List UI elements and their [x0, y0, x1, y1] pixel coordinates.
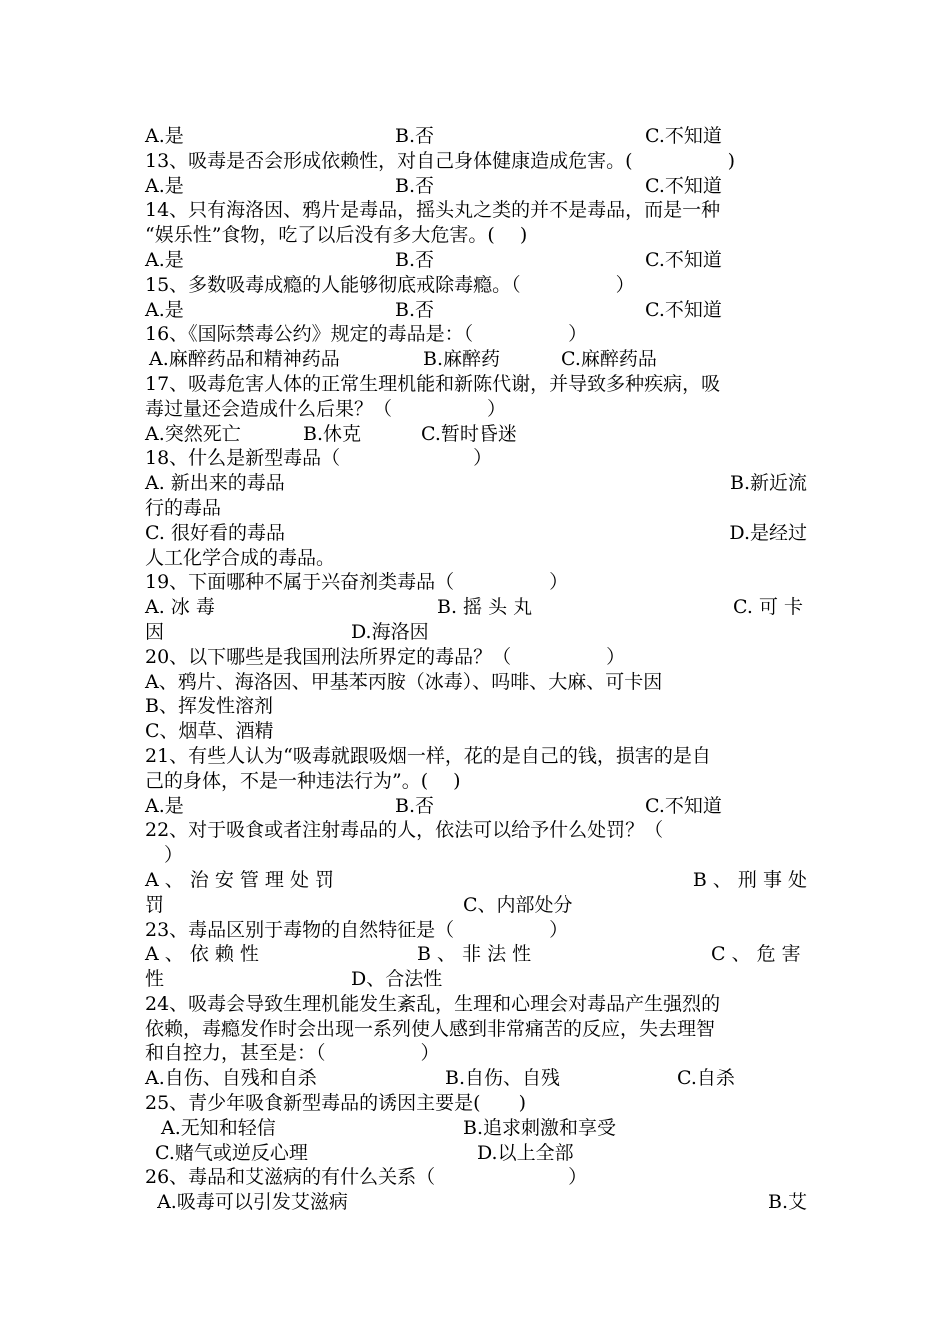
text-segment: C.不知道: [645, 298, 722, 321]
text-line: 25、青少年吸食新型毒品的诱因主要是( ): [145, 1092, 527, 1115]
text-line: [145, 794, 807, 819]
text-line: [145, 1066, 807, 1091]
text-line: [145, 967, 807, 992]
text-line: [145, 1141, 807, 1166]
text-segment: 性: [145, 968, 165, 991]
text-segment: B 、 非 法 性: [417, 943, 532, 966]
text-segment: B.麻醉药: [423, 348, 501, 371]
text-segment: D、合法性: [351, 968, 443, 991]
text-segment: A.吸毒可以引发艾滋病: [145, 1191, 348, 1214]
text-line: 17、吸毒危害人体的正常生理机能和新陈代谢，并导致多种疾病，吸: [145, 372, 721, 395]
text-line: 20、以下哪些是我国刑法所界定的毒品？（ ）: [145, 645, 626, 668]
text-line: 和自控力，甚至是：（ ）: [145, 1042, 440, 1065]
text-line: 16、《国际禁毒公约》规定的毒品是：（ ）: [145, 323, 588, 346]
text-line: 19、下面哪种不属于兴奋剂类毒品（ ）: [145, 571, 569, 594]
text-segment: C、内部处分: [463, 893, 573, 916]
text-segment: C.不知道: [645, 248, 722, 271]
text-line: 26、毒品和艾滋病的有什么关系（ ）: [145, 1166, 588, 1189]
text-segment: C.暂时昏迷: [421, 422, 517, 445]
text-segment: D.以上全部: [477, 1141, 574, 1164]
text-line: [145, 942, 807, 967]
text-segment: B.追求刺激和享受: [463, 1116, 617, 1139]
text-segment: B.否: [395, 174, 435, 197]
text-line: 15、多数吸毒成瘾的人能够彻底戒除毒瘾。（ ）: [145, 273, 635, 296]
text-segment: C. 可 卡: [733, 596, 803, 619]
text-line: 依赖，毒瘾发作时会出现一系列使人感到非常痛苦的反应，失去理智: [145, 1017, 716, 1040]
text-segment: B 、 刑 事 处: [692, 868, 807, 891]
text-line: ）: [145, 844, 184, 867]
text-segment: D.是经过: [729, 521, 807, 544]
text-segment: A 、 治 安 管 理 处 罚: [145, 868, 334, 891]
text-segment: A.突然死亡: [145, 422, 241, 445]
text-line: 18、什么是新型毒品（ ）: [145, 447, 493, 470]
text-line: [145, 298, 807, 323]
text-line: B、挥发性溶剂: [145, 695, 273, 718]
text-line: [145, 471, 807, 496]
text-segment: C. 很好看的毒品: [145, 521, 285, 544]
text-segment: C.不知道: [645, 174, 722, 197]
text-line: 己的身体，不是一种违法行为”。( ): [145, 769, 461, 792]
text-line: [145, 893, 807, 918]
text-segment: B.休克: [303, 422, 362, 445]
text-segment: C 、 危 害: [711, 943, 801, 966]
text-segment: B. 摇 头 丸: [437, 596, 533, 619]
text-line: 14、只有海洛因、鸦片是毒品，摇头丸之类的并不是毒品，而是一种: [145, 199, 721, 222]
text-line: [145, 620, 807, 645]
text-line: 毒过量还会造成什么后果？（ ）: [145, 397, 507, 420]
text-line: [145, 868, 807, 893]
text-line: C、烟草、酒精: [145, 720, 274, 743]
text-segment: A.是: [145, 248, 184, 271]
text-segment: C.赌气或逆反心理: [155, 1141, 308, 1164]
text-segment: C.自杀: [677, 1067, 735, 1090]
text-line: A、鸦片、海洛因、甲基苯丙胺（冰毒）、吗啡、大麻、可卡因: [145, 670, 663, 693]
text-segment: A.是: [145, 794, 184, 817]
text-segment: A.无知和轻信: [161, 1116, 276, 1139]
text-segment: B.否: [395, 248, 435, 271]
text-segment: C.不知道: [645, 794, 722, 817]
text-line: [145, 174, 807, 199]
text-segment: B.艾: [767, 1191, 807, 1214]
text-segment: A. 冰 毒: [145, 596, 215, 619]
text-line: 22、对于吸食或者注射毒品的人，依法可以给予什么处罚？（: [145, 819, 664, 842]
text-segment: A.是: [145, 125, 184, 147]
text-line: 24、吸毒会导致生理机能发生紊乱，生理和心理会对毒品产生强烈的: [145, 992, 721, 1015]
text-segment: A.是: [145, 298, 184, 321]
text-segment: 因: [145, 620, 165, 643]
text-segment: A.麻醉药品和精神药品: [149, 348, 340, 371]
text-segment: A 、 依 赖 性: [145, 943, 259, 966]
text-segment: B.新近流: [729, 472, 807, 495]
text-segment: C.麻醉药品: [561, 348, 657, 371]
text-line: [145, 1190, 807, 1215]
text-line: 13、吸毒是否会形成依赖性，对自己身体健康造成危害。( ): [145, 149, 736, 172]
text-line: [145, 422, 807, 447]
text-segment: 罚: [145, 893, 165, 916]
text-line: [145, 124, 807, 149]
text-line: 23、毒品区别于毒物的自然特征是（ ）: [145, 918, 569, 941]
text-line: [145, 347, 807, 372]
text-segment: A.自伤、自残和自杀: [145, 1067, 317, 1090]
text-line: [145, 521, 807, 546]
text-line: [145, 1116, 807, 1141]
text-line: 行的毒品: [145, 496, 222, 519]
text-line: 21、有些人认为“吸毒就跟吸烟一样，花的是自己的钱，损害的是自: [145, 744, 711, 767]
text-segment: B.否: [395, 125, 435, 147]
text-segment: C.不知道: [645, 125, 722, 147]
text-segment: A. 新出来的毒品: [145, 472, 285, 495]
text-segment: D.海洛因: [351, 620, 429, 643]
text-segment: A.是: [145, 174, 184, 197]
text-segment: B.否: [395, 794, 435, 817]
document-body: [145, 124, 807, 1215]
text-segment: B.自伤、自残: [445, 1067, 561, 1090]
text-line: “娱乐性”食物，吃了以后没有多大危害。( ): [145, 224, 528, 247]
text-line: 人工化学合成的毒品。: [145, 546, 336, 569]
text-line: [145, 595, 807, 620]
text-line: [145, 248, 807, 273]
text-segment: B.否: [395, 298, 435, 321]
